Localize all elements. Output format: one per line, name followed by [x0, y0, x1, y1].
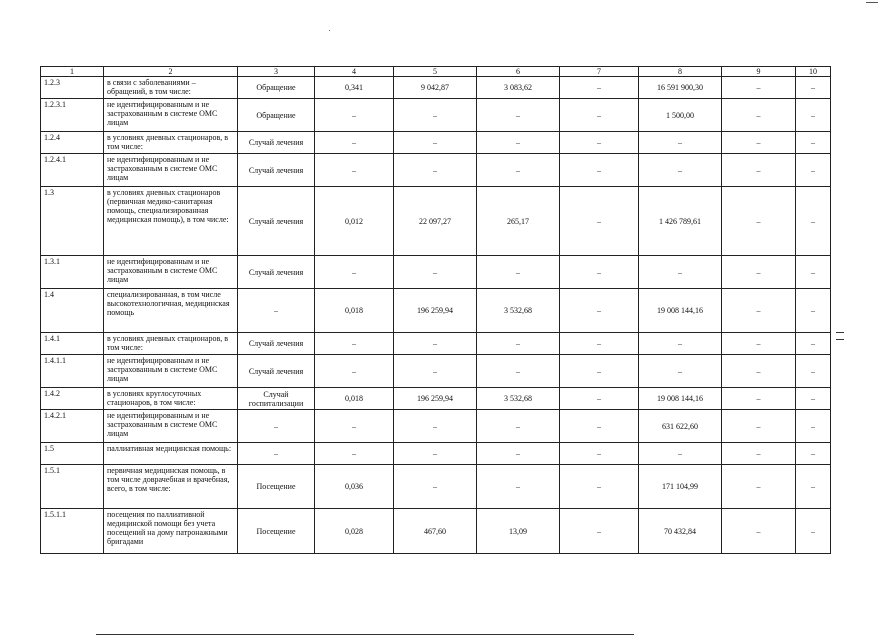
cell-col-8: 171 104,99 — [639, 465, 722, 509]
page-bottom-line — [96, 634, 634, 635]
cell-col-5: – — [394, 410, 477, 443]
table-row — [41, 410, 831, 443]
table-row — [41, 333, 831, 355]
cell-col-10: – — [796, 465, 831, 509]
margin-mark — [836, 332, 844, 340]
row-name: специализированная, в том числе высокотехнологичная, медицинская помощь — [104, 289, 238, 333]
cell-col-9: – — [722, 333, 796, 355]
row-code: 1.5.1 — [41, 465, 104, 509]
cell-col-6: – — [477, 256, 560, 289]
cell-col-4: 0,012 — [315, 187, 394, 256]
cell-col-10: – — [796, 187, 831, 256]
cell-col-8: – — [639, 355, 722, 388]
row-name: в условиях круглосуточных стационаров, в том числе: — [104, 388, 238, 410]
row-unit: Обращение — [238, 99, 315, 132]
cell-col-7: – — [560, 509, 639, 554]
table-row — [41, 355, 831, 388]
cell-col-8: 19 008 144,16 — [639, 289, 722, 333]
table-row — [41, 77, 831, 99]
cell-col-6: – — [477, 355, 560, 388]
cell-col-6: 13,09 — [477, 509, 560, 554]
row-unit: Посещение — [238, 509, 315, 554]
row-code: 1.4 — [41, 289, 104, 333]
cell-col-8: 16 591 900,30 — [639, 77, 722, 99]
cell-col-4: – — [315, 355, 394, 388]
row-code: 1.2.4 — [41, 132, 104, 154]
cell-col-6: – — [477, 333, 560, 355]
cell-col-8: 1 426 789,61 — [639, 187, 722, 256]
cell-col-5: – — [394, 99, 477, 132]
row-code: 1.4.1.1 — [41, 355, 104, 388]
row-unit: Случай госпитализации — [238, 388, 315, 410]
cell-col-10: – — [796, 132, 831, 154]
cell-col-8: 70 432,84 — [639, 509, 722, 554]
row-code: 1.2.3.1 — [41, 99, 104, 132]
cell-col-10: – — [796, 388, 831, 410]
row-code: 1.3 — [41, 187, 104, 256]
cell-col-10: – — [796, 355, 831, 388]
cell-col-7: – — [560, 289, 639, 333]
cell-col-4: 0,036 — [315, 465, 394, 509]
cell-col-6: 3 532,68 — [477, 289, 560, 333]
row-name: посещения по паллиативной медицинской помощи без учета посещений на дому патронажными бригадами — [104, 509, 238, 554]
cell-col-7: – — [560, 154, 639, 187]
cell-col-10: – — [796, 443, 831, 465]
row-name: паллиативная медицинская помощь: — [104, 443, 238, 465]
table-row — [41, 289, 831, 333]
cell-col-4: – — [315, 154, 394, 187]
cell-col-9: – — [722, 289, 796, 333]
cell-col-10: – — [796, 289, 831, 333]
cell-col-5: 196 259,94 — [394, 289, 477, 333]
cell-col-8: – — [639, 443, 722, 465]
cell-col-4: 0,028 — [315, 509, 394, 554]
cell-col-10: – — [796, 99, 831, 132]
cell-col-5: – — [394, 154, 477, 187]
row-unit: – — [238, 289, 315, 333]
row-unit: Обращение — [238, 77, 315, 99]
cell-col-5: 196 259,94 — [394, 388, 477, 410]
cell-col-8: 19 008 144,16 — [639, 388, 722, 410]
table-row — [41, 154, 831, 187]
cell-col-7: – — [560, 465, 639, 509]
cell-col-4: 0,018 — [315, 289, 394, 333]
scan-speck — [329, 30, 330, 31]
row-name: не идентифицированным и не застрахованным в системе ОМС лицам — [104, 99, 238, 132]
cell-col-5: 467,60 — [394, 509, 477, 554]
cell-col-5: – — [394, 256, 477, 289]
cell-col-10: – — [796, 256, 831, 289]
column-number: 4 — [315, 67, 394, 77]
row-code: 1.3.1 — [41, 256, 104, 289]
row-code: 1.4.2 — [41, 388, 104, 410]
cell-col-9: – — [722, 154, 796, 187]
cell-col-10: – — [796, 509, 831, 554]
cell-col-6: – — [477, 132, 560, 154]
column-number: 6 — [477, 67, 560, 77]
table-row — [41, 132, 831, 154]
cell-col-4: 0,341 — [315, 77, 394, 99]
cell-col-5: – — [394, 465, 477, 509]
cell-col-5: – — [394, 443, 477, 465]
row-code: 1.4.2.1 — [41, 410, 104, 443]
row-code: 1.5 — [41, 443, 104, 465]
row-name: не идентифицированным и не застрахованным в системе ОМС лицам — [104, 355, 238, 388]
cell-col-9: – — [722, 465, 796, 509]
cell-col-9: – — [722, 443, 796, 465]
cell-col-8: 631 622,60 — [639, 410, 722, 443]
row-unit: Случай лечения — [238, 256, 315, 289]
cell-col-7: – — [560, 77, 639, 99]
cell-col-5: 9 042,87 — [394, 77, 477, 99]
cell-col-4: 0,018 — [315, 388, 394, 410]
row-unit: – — [238, 410, 315, 443]
cell-col-6: – — [477, 154, 560, 187]
cell-col-5: – — [394, 355, 477, 388]
row-unit: Случай лечения — [238, 132, 315, 154]
cell-col-6: 265,17 — [477, 187, 560, 256]
row-name: в условиях дневных стационаров, в том числе: — [104, 333, 238, 355]
cell-col-4: – — [315, 410, 394, 443]
row-unit: – — [238, 443, 315, 465]
cell-col-7: – — [560, 388, 639, 410]
row-name: не идентифицированным и не застрахованным в системе ОМС лицам — [104, 154, 238, 187]
cell-col-5: – — [394, 333, 477, 355]
column-number: 2 — [104, 67, 238, 77]
cell-col-7: – — [560, 187, 639, 256]
cell-col-10: – — [796, 410, 831, 443]
row-name: первичная медицинская помощь, в том числе доврачебная и врачебная, всего, в том числе: — [104, 465, 238, 509]
column-number: 8 — [639, 67, 722, 77]
row-name: в условиях дневных стационаров (первичная медико-санитарная помощь, специализированная медицинская помощь), в том числе: — [104, 187, 238, 256]
row-unit: Случай лечения — [238, 355, 315, 388]
cell-col-9: – — [722, 355, 796, 388]
cell-col-4: – — [315, 99, 394, 132]
cell-col-6: – — [477, 410, 560, 443]
table-row — [41, 509, 831, 554]
cell-col-10: – — [796, 333, 831, 355]
cell-col-10: – — [796, 154, 831, 187]
cell-col-4: – — [315, 333, 394, 355]
cell-col-7: – — [560, 256, 639, 289]
row-code: 1.4.1 — [41, 333, 104, 355]
table-row — [41, 465, 831, 509]
cell-col-7: – — [560, 333, 639, 355]
cell-col-9: – — [722, 99, 796, 132]
row-name: не идентифицированным и не застрахованным в системе ОМС лицам — [104, 410, 238, 443]
row-unit: Случай лечения — [238, 187, 315, 256]
column-number: 10 — [796, 67, 831, 77]
row-code: 1.2.3 — [41, 77, 104, 99]
row-code: 1.5.1.1 — [41, 509, 104, 554]
row-unit: Случай лечения — [238, 333, 315, 355]
table-row — [41, 187, 831, 256]
cell-col-8: – — [639, 256, 722, 289]
cell-col-9: – — [722, 256, 796, 289]
table-header-row — [41, 67, 831, 77]
cell-col-4: – — [315, 132, 394, 154]
cell-col-6: 3 532,68 — [477, 388, 560, 410]
cell-col-7: – — [560, 410, 639, 443]
table-row — [41, 443, 831, 465]
table-row — [41, 388, 831, 410]
cell-col-7: – — [560, 99, 639, 132]
cell-col-6: – — [477, 99, 560, 132]
cell-col-5: 22 097,27 — [394, 187, 477, 256]
cell-col-9: – — [722, 410, 796, 443]
cell-col-6: 3 083,62 — [477, 77, 560, 99]
row-unit: Посещение — [238, 465, 315, 509]
cell-col-9: – — [722, 509, 796, 554]
row-name: в условиях дневных стационаров, в том числе: — [104, 132, 238, 154]
column-number: 7 — [560, 67, 639, 77]
column-number: 3 — [238, 67, 315, 77]
cell-col-9: – — [722, 132, 796, 154]
cell-col-5: – — [394, 132, 477, 154]
cell-col-7: – — [560, 132, 639, 154]
data-table — [40, 66, 831, 554]
cell-col-6: – — [477, 465, 560, 509]
row-code: 1.2.4.1 — [41, 154, 104, 187]
column-number: 1 — [41, 67, 104, 77]
cell-col-9: – — [722, 77, 796, 99]
cell-col-6: – — [477, 443, 560, 465]
cell-col-8: – — [639, 333, 722, 355]
row-name: не идентифицированным и не застрахованным в системе ОМС лицам — [104, 256, 238, 289]
cell-col-8: – — [639, 154, 722, 187]
row-name: в связи с заболеваниями – обращений, в том числе: — [104, 77, 238, 99]
scan-corner-mark — [866, 2, 878, 3]
cell-col-4: – — [315, 443, 394, 465]
column-number: 9 — [722, 67, 796, 77]
column-number: 5 — [394, 67, 477, 77]
cell-col-9: – — [722, 187, 796, 256]
cell-col-4: – — [315, 256, 394, 289]
table-row — [41, 256, 831, 289]
table-row — [41, 99, 831, 132]
cell-col-7: – — [560, 355, 639, 388]
cell-col-8: – — [639, 132, 722, 154]
cell-col-8: 1 500,00 — [639, 99, 722, 132]
row-unit: Случай лечения — [238, 154, 315, 187]
cell-col-10: – — [796, 77, 831, 99]
cell-col-9: – — [722, 388, 796, 410]
cell-col-7: – — [560, 443, 639, 465]
